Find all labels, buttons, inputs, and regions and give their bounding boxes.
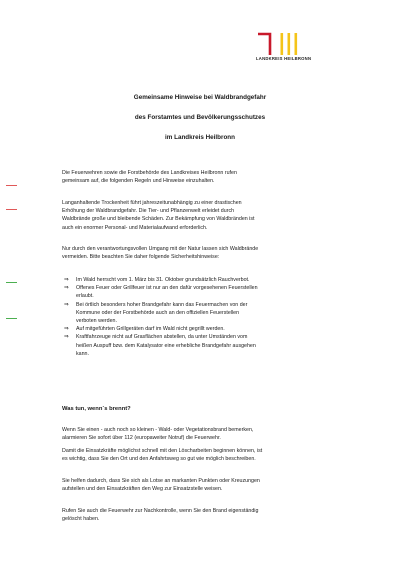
section-title: Was tun, wenn´s brennt? [62,406,131,412]
arrow-right-icon: ⇒ [64,326,69,333]
text-line: Sie helfen dadurch, dass Sie sich als Lotse an markanten Punkten oder Kreuzungen [62,478,260,484]
landkreis-heilbronn-logo [256,31,318,67]
text-line: auch ein enormer Personal- und Materialaufwand erforderlich. [62,224,208,231]
list-item [62,284,362,300]
arrow-right-icon: ⇒ [64,334,69,341]
paragraph-recheck [62,507,362,523]
margin-mark-red [6,185,17,186]
list-item [62,276,362,284]
paragraph-location [62,447,362,463]
text-line: Wenn Sie einen - auch noch so kleinen - Wald- oder Vegetationsbrand bemerken, [62,427,254,433]
text-line: Offenes Feuer oder Grillfeuer ist nur an den dafür vorgesehenen Feuerstellen [76,285,258,292]
margin-mark-green [6,318,17,319]
text-line: Erhöhung der Waldbrandgefahr. Die Tier- und Pflanzenwelt erleidet durch [62,208,235,215]
text-line: Nur durch den verantwortungsvollen Umgang mit der Natur lassen sich Waldbrände [62,246,259,252]
list-item [62,301,362,326]
text-line: Im Wald herrscht vom 1. März bis 31. Oktober grundsätzlich Rauchverbot. [76,277,250,283]
text-line: es wichtig, dass Sie den Ort und den Anfahrtsweg so gut wie möglich beschreiben. [62,456,256,463]
text-line: vermeiden. Bitte beachten Sie daher folgende Sicherheitshinweise: [62,254,220,261]
text-line: verboten werden. [76,318,117,325]
text-line: erlaubt. [76,293,94,300]
paragraph-alarm [62,426,362,442]
text-line: Langanhaltende Trockenheit führt jahreszeitunabhängig zu einer drastischen [62,200,242,206]
list-item [62,325,362,333]
document-title-line-2: des Forstamtes und Bevölkerungsschutzes [134,114,266,121]
paragraph-intro [62,169,362,185]
margin-mark-red [6,209,17,210]
text-line: Kommune oder der Forstbehörde auch an den offiziellen Feuerstellen [76,309,240,316]
logo-text: LANDKREIS HEILBRONN [256,56,312,61]
text-line: Auf mitgeführten Grillgeräten darf im Wald nicht gegrillt werden. [76,326,225,333]
arrow-right-icon: ⇒ [64,285,69,292]
text-line: kann. [76,350,89,357]
text-line: heißen Auspuff bzw. dem Katalysator eine erhebliche Brandgefahr ausgehen [76,342,256,349]
paragraph-guide [62,477,362,493]
paragraph-drought [62,199,362,232]
arrow-right-icon: ⇒ [64,277,69,283]
text-line: Kraftfahrzeuge nicht auf Grasflächen abstellen, da unter Umständen vom [76,334,248,341]
text-line: Waldbrände große und bleibende Schäden. Zur Bekämpfung von Waldbränden ist [62,216,255,223]
document-title-line-1: Gemeinsame Hinweise bei Waldbrandgefahr [133,94,267,101]
text-line: gelöscht haben. [62,516,100,523]
margin-mark-green [6,282,17,283]
paragraph-responsible [62,245,362,261]
text-line: Damit die Einsatzkräfte möglichst schnell mit den Löscharbeiten beginnen können, ist [62,448,263,454]
text-line: aufstellen und den Einsatzkräften den Weg zur Einsatzstelle weisen. [62,486,223,493]
text-line: Rufen Sie auch die Feuerwehr zur Nachkontrolle, wenn Sie den Brand eigenständig [62,508,259,514]
text-line: Die Feuerwehren sowie die Forstbehörde des Landkreises Heilbronn rufen [62,170,237,176]
text-line: Bei örtlich besonders hoher Brandgefahr kann das Feuermachen von der [76,301,248,308]
text-line: gemeinsam auf, die folgenden Regeln und Hinweise einzuhalten. [62,178,215,185]
text-line: alarmieren Sie sofort über 112 (europaweiter Notruf) die Feuerwehr. [62,435,221,442]
arrow-right-icon: ⇒ [64,301,69,308]
document-title-line-3: im Landkreis Heilbronn [165,134,235,141]
list-item [62,333,362,358]
safety-rules-list [62,276,362,358]
